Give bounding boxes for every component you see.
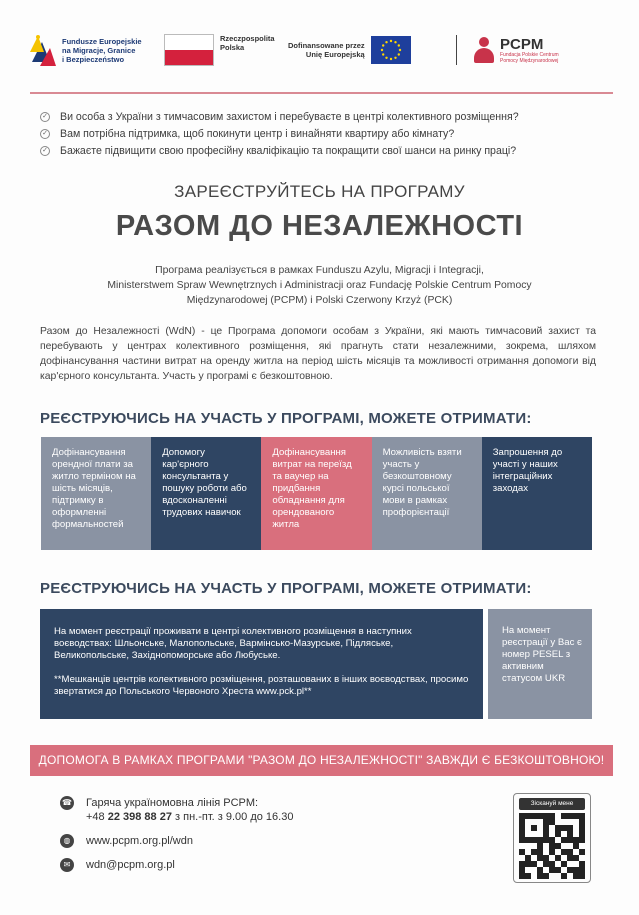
program-description: Разом до Незалежності (WdN) - це Програма допомоги особам з України, які мають тимчасовий захист та перебувають у центрах колективного розміщення, які прагнуть стати незалежними, зокрема, шляхом дофінансування частини витрат на оренду житла на період шість місяців та можливості отримання допомоги від кар'єрного консультанта. Участь у програмі є безкоштовною. <box>40 326 596 382</box>
question-item <box>40 108 600 125</box>
requirements-main <box>40 609 483 719</box>
logo-bar <box>30 28 609 72</box>
program-info-line: Ministerstwem Spraw Wewnętrznych i Administracji oraz Fundację Polskie Centrum Pomocy <box>107 280 532 291</box>
hotline-label: Гаряча україномовна лінія PCPM: <box>86 797 259 809</box>
header-divider <box>30 92 613 94</box>
fe-text-line: i Bezpieczeństwo <box>62 54 125 64</box>
logo-divider <box>456 35 457 65</box>
question-text: Ви особа з України з тимчасовим захистом і перебуваєте в центрі колективного розміщення? <box>60 110 519 123</box>
logo-eu <box>288 36 438 64</box>
pcpm-name: PCPM <box>500 35 544 53</box>
website-link[interactable]: www.pcpm.org.pl/wdn <box>86 835 193 847</box>
benefit-box: Можливість взяти участь у безкоштовному курсі польської мови в рамках профорієнтації <box>372 437 482 550</box>
requirements-text: На момент реєстрації проживати в центрі колективного розміщення в наступних воєводствах: Шльонське, Малопольське, Вармінсько-Мазурське, Підляське, Великопольське, Західнопоморське або Любуське. <box>54 626 412 661</box>
contact-website <box>60 834 193 848</box>
fe-logo-icon <box>30 32 56 68</box>
logo-rzeczpospolita <box>164 34 288 66</box>
requirements-note: **Мешканців центрів колективного розміщення, розташованих в інших воєводствах, просимо звертатися до Польського Червоного Хреста www.pck.pl** <box>54 674 469 697</box>
free-program-banner: ДОПОМОГА В РАМКАХ ПРОГРАМИ "РАЗОМ ДО НЕЗАЛЕЖНОСТІ" ЗАВЖДИ Є БЕЗКОШТОВНОЮ! <box>30 745 613 776</box>
contact-hotline <box>60 796 293 824</box>
globe-icon: ◍ <box>60 834 74 848</box>
benefit-box: Запрошення до участі у наших інтеграційних заходах <box>482 437 592 550</box>
benefits-grid <box>41 437 592 550</box>
phone-hours: з пн.-пт. з 9.00 до 16.30 <box>175 811 294 823</box>
register-subtitle: ЗАРЕЄСТРУЙТЕСЬ НА ПРОГРАМУ <box>174 182 465 201</box>
pl-text-line: Rzeczpospolita <box>220 34 275 43</box>
benefit-box: Дофінансування орендної плати за житло терміном на шість місяців, підтримку в оформленні формальностей <box>41 437 151 550</box>
requirements-heading: РЕЄСТРУЮЧИСЬ НА УЧАСТЬ У ПРОГРАМІ, МОЖЕТЕ ОТРИМАТИ: <box>40 580 532 597</box>
eu-text-line: Unię Europejską <box>305 50 365 59</box>
qr-code-block[interactable] <box>513 793 591 883</box>
program-info-line: Програма реалізується в рамках Funduszu Azylu, Migracji i Integracji, <box>155 265 484 276</box>
qr-label: Зіскануй мене <box>519 798 585 810</box>
qr-code-icon[interactable] <box>519 813 585 879</box>
benefit-box: Допомогу кар'єрного консультанта у пошуку роботи або вдосконаленні трудових навичок <box>151 437 261 550</box>
check-circle-icon: ✓ <box>40 129 50 139</box>
phone-number[interactable]: 22 398 88 27 <box>107 811 172 823</box>
fe-text-line: Fundusze Europejskie <box>62 36 142 46</box>
pl-text-line: Polska <box>220 43 245 52</box>
program-info-line: Międzynarodowej (PCPM) і Polski Czerwony Krzyż (PCK) <box>186 295 453 306</box>
check-circle-icon: ✓ <box>40 146 50 156</box>
program-info <box>60 263 579 308</box>
logo-fundusze-europejskie <box>30 32 148 68</box>
pcpm-sub-line: Pomocy Międzynarodowej <box>500 57 559 64</box>
eu-text-line: Dofinansowane przez <box>288 41 365 50</box>
phone-prefix: +48 <box>86 811 105 823</box>
check-circle-icon: ✓ <box>40 112 50 122</box>
contact-email <box>60 858 175 872</box>
polish-flag-icon <box>164 34 214 66</box>
question-list <box>40 108 600 159</box>
requirements-pesel: На момент реєстрації у Вас є номер PESEL з активним статусом UKR <box>488 609 592 719</box>
benefit-box: Дофінансування витрат на переїзд та ваучер на придбання обладнання для орендованого житла <box>261 437 371 550</box>
requirements-box <box>40 609 592 719</box>
fe-text-line: na Migracje, Granice <box>62 45 136 55</box>
pcpm-person-icon <box>473 37 495 63</box>
question-text: Бажаєте підвищити свою професійну кваліфікацію та покращити свої шанси на ринку праці? <box>60 144 517 157</box>
question-item <box>40 142 600 159</box>
benefits-heading: РЕЄСТРУЮЧИСЬ НА УЧАСТЬ У ПРОГРАМІ, МОЖЕТЕ ОТРИМАТИ: <box>40 410 532 427</box>
eu-flag-icon <box>371 36 411 64</box>
program-title: РАЗОМ ДО НЕЗАЛЕЖНОСТІ <box>115 210 524 242</box>
question-text: Вам потрібна підтримка, щоб покинути центр і винайняти квартиру або кімнату? <box>60 127 455 140</box>
pcpm-sub-line: Fundacja Polskie Centrum <box>500 51 559 58</box>
phone-icon: ☎ <box>60 796 74 810</box>
logo-pcpm <box>473 37 559 64</box>
mail-icon: ✉ <box>60 858 74 872</box>
email-link[interactable]: wdn@pcpm.org.pl <box>86 859 175 871</box>
question-item <box>40 125 600 142</box>
